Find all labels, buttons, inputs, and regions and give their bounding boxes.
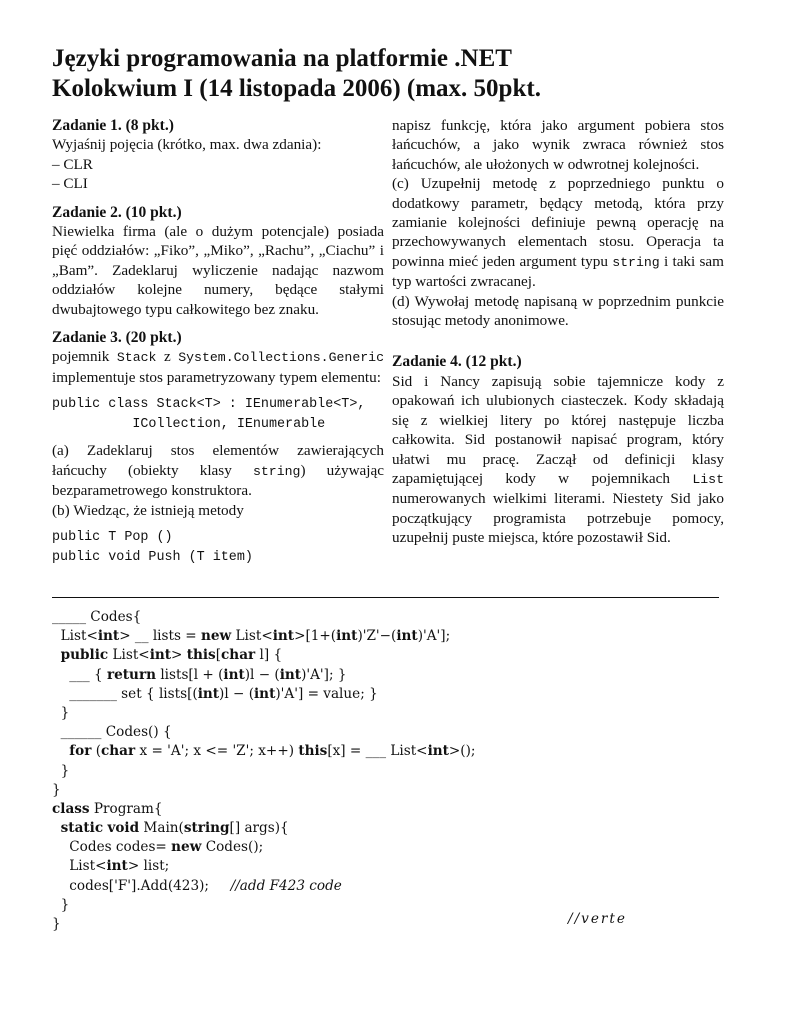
kw: int [97,628,120,645]
code-line-2 [52,627,732,646]
task-3-part-d: (d) Wywołaj metodę napisaną w poprzednim punkcie stosując metody anonimowe. [392,292,724,330]
kw: int [106,858,128,875]
t: l] { [255,647,283,664]
task-3-part-b: (b) Wiedząc, że istnieją metody [52,501,244,519]
code-line-1: _____ Codes{ [52,609,142,625]
kw: new [200,628,232,645]
verte-note: //verte [568,911,627,927]
task-3-heading: Zadanie 3. (20 pkt.) [52,329,182,347]
task-4-text [392,372,724,548]
task-3-intro-pre: pojemnik [52,348,117,366]
task-1-text: Wyjaśnij pojęcia (krótko, max. dwa zdania): [52,136,322,154]
code-line-6: } [52,704,70,721]
t: [] args){ [229,820,289,837]
kw: return [106,666,156,683]
task-3-a-post: ) używając bezparametrowego konstruktora. [52,461,384,500]
task-3-part-c [392,174,724,291]
t: ( [91,743,101,760]
t: lists[l + ( [156,666,224,683]
t: > list; [127,858,170,875]
kw: char [221,647,256,664]
t: Codes(); [201,839,264,856]
t: )l − ( [219,685,255,702]
task-3-a-code: string [252,463,301,479]
methods-code [52,528,384,568]
task-4-heading: Zadanie 4. (12 pkt.) [392,353,522,371]
task-4-text-code: List [692,471,724,487]
t: > [171,647,187,664]
task-3-a-pre: (a) Zadeklaruj stos elementów zawierających łańcuchy (obiekty klasy [52,442,384,479]
task-3-c-post: i taki sam typ wartości zwracanej. [392,252,724,291]
left-column [52,116,384,577]
indent [52,820,61,836]
code-line-13 [52,838,732,857]
t: > __ lists = [119,628,201,645]
kw: int [272,628,295,645]
kw: public [60,647,109,664]
t: x = 'A'; x <= 'Z'; x++) [135,743,299,760]
task-4-text-pre: Sid i Nancy zapisują sobie tajemnicze kody z opakowań ich ulubionych ciasteczek. Kody składają się z wielkiej litery po której następuje liczba całkowita. Sid postanowił napisać program, który ułatwi mu pracę. Zaczął od definicji klasy zapamiętującej kody w pojemnikach [392,372,724,487]
code-comment: //add F423 code [230,877,342,894]
t: )'Z'−( [357,628,397,645]
t: List< [108,647,150,664]
stack-declaration-code [52,395,384,435]
t: Main( [139,820,184,837]
t: Codes codes= [52,839,172,856]
code-line-16: } [52,896,70,913]
t: _______ set { lists[( [52,685,198,702]
title-line-1: Języki programowania na platformie .NET [52,45,512,72]
code-line-15 [52,877,732,896]
indent [52,647,61,663]
horizontal-rule [52,597,719,598]
t: ___ { [52,666,107,683]
kw: int [197,685,220,702]
task-2-heading: Zadanie 2. (10 pkt.) [52,203,182,221]
task-1-item-cli: – CLI [52,175,88,193]
code-line-9: } [52,762,70,779]
methods-line-1: public T Pop () [52,529,173,545]
kw: int [279,666,302,683]
task-4 [392,352,724,547]
kw: class [52,800,90,817]
t: Program{ [89,800,163,817]
code-line-7: ______ Codes() { [52,724,172,741]
kw: int [254,685,276,702]
code-line-8 [52,742,732,761]
code-line-14 [52,857,732,876]
task-1 [52,116,384,194]
code-listing [52,608,732,934]
t: )'A']; } [301,666,347,683]
spacer [392,330,724,352]
t: codes['F'].Add(423); [52,877,231,894]
t: )l − ( [244,666,280,683]
task-3-intro [52,347,384,387]
kw: for [69,743,92,760]
t: List< [52,858,107,875]
task-4-text-post: numerowanych wielkimi literami. Niestety Sid jako początkujący programista potrzebuje pomocy, uzupełnij puste miejsca, które pozostawił Sid. [392,490,724,547]
task-2 [52,203,384,319]
t: List< [231,628,273,645]
t: [ [215,647,222,664]
code-line-4 [52,666,732,685]
t: [x] = ___ List< [327,743,428,760]
kw: int [336,628,358,645]
code-line-17: } [52,916,61,932]
right-column [392,116,724,557]
code-line-3 [52,646,732,665]
page-title [52,44,752,104]
title-line-2: Kolokwium I (14 listopada 2006) (max. 50pkt. [52,75,541,102]
task-3-part-a [52,441,384,500]
code-line-5 [52,685,732,704]
kw: string [183,820,230,837]
kw: int [149,647,172,664]
stack-decl-line-2: ICollection, IEnumerable [52,417,326,433]
t: >[1+( [294,628,337,645]
kw: char [101,743,136,760]
t: )'A']; [417,628,451,645]
code-line-10: } [52,781,61,798]
t: >(); [448,743,476,760]
kw: int [427,743,449,760]
kw: int [223,666,245,683]
kw: this [298,743,328,760]
kw: int [396,628,418,645]
task-3-intro-mid: z [156,348,179,366]
task-3-c-code: string [612,254,660,270]
task-3-intro-post: implementuje stos parametryzowany typem elementu: [52,368,381,386]
task-1-item-clr: – CLR [52,155,93,173]
kw: this [186,647,216,664]
t: )'A'] = value; } [275,685,378,702]
kw: void [107,820,140,837]
task-3-intro-code-namespace: System.Collections.Generic [178,350,384,366]
code-line-12 [52,819,732,838]
indent [52,743,69,759]
code-line-11 [52,800,732,819]
kw: static [60,820,104,837]
task-3-c-pre: (c) Uzupełnij metodę z poprzedniego punktu o dodatkowy parametr, będący metodą, która przy zamianie kolejności definiuje pewną operację na przechowywanych elementach stosu. Operacja ta powinna mieć jeden argument typu [392,175,724,270]
kw: new [171,839,202,856]
task-3 [52,328,384,568]
t: List< [52,628,98,645]
task-2-text: Niewielka firma (ale o dużym potencjale) posiada pięć oddziałów: „Fiko”, „Miko”, „Rachu”, „Ciachu” i „Bam”. Zadeklaruj wyliczenie nadając nazwom oddziałów kolejne numery, będące stałymi dwubajtowego typu całkowitego bez znaku. [52,223,384,318]
task-3-intro-code-stack: Stack [116,350,157,366]
methods-line-2: public void Push (T item) [52,549,253,565]
task-1-heading: Zadanie 1. (8 pkt.) [52,117,174,134]
stack-decl-line-1: public class Stack<T> : IEnumerable<T>, [52,397,366,413]
task-3-part-b-continued: napisz funkcję, która jako argument pobiera stos łańcuchów, a jako wynik zwraca również stos łańcuchów, ale ułożonych w odwrotnej kolejności. [392,117,724,173]
